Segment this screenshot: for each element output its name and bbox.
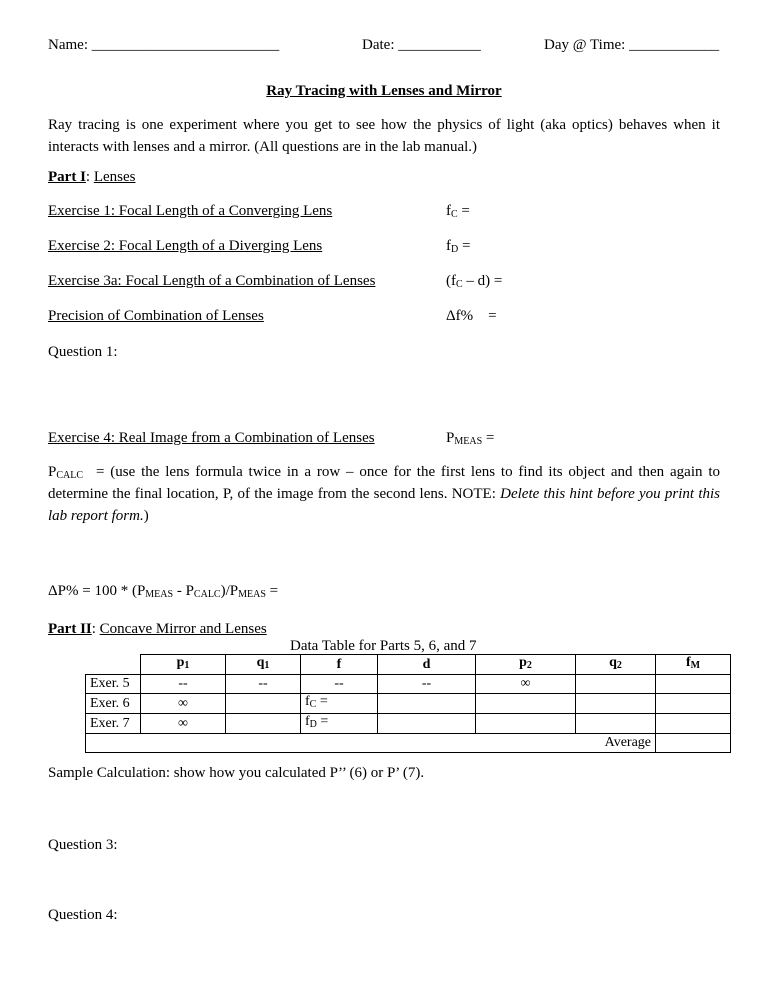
cell-p1: ∞ <box>141 714 226 734</box>
row-label: Exer. 7 <box>86 714 141 734</box>
exercise3a-label: Exercise 3a: Focal Length of a Combination of Lenses <box>48 273 376 289</box>
name-field-label: Name: _________________________ <box>48 37 280 53</box>
header-q1: $q_1$ <box>226 655 301 675</box>
part1-title: Lenses <box>93 169 136 185</box>
day-time-field-label: Day @ Time: ____________ <box>544 37 720 53</box>
exercise1-label: Exercise 1: Focal Length of a Converging Lens <box>48 203 333 219</box>
cell-f: $f_C$ = <box>301 694 378 714</box>
delta-f-field: Δf% = <box>446 308 497 324</box>
intro-paragraph: Ray tracing is one experiment where you get to see how the physics of light (aka optics) behaves when it interacts with lenses and a mirror. (All questions are in the lab manual.) <box>48 117 720 155</box>
cell-q2 <box>576 675 656 694</box>
data-table <box>85 654 731 753</box>
question3-label: Question 3: <box>48 837 118 853</box>
fc-minus-d-field: $(f_C - d)$ = <box>446 273 503 290</box>
cell-p2: ∞ <box>476 675 576 694</box>
cell-d <box>378 714 476 734</box>
precision-label: Precision of Combination of Lenses <box>48 308 264 324</box>
pcalc-hint: = (use the lens formula twice in a row – once for the first lens to find its object and then again to determine the final location, P, of the image from the second lens. NOTE: Delete this hint before you print this lab report form.) <box>48 464 720 524</box>
table-caption: Data Table for Parts 5, 6, and 7 <box>290 638 477 654</box>
row-label: Exer. 5 <box>86 675 141 694</box>
date-field-label: Date: ___________ <box>362 37 481 53</box>
cell-q1: -- <box>226 675 301 694</box>
part2-title: Concave Mirror and Lenses <box>99 621 267 637</box>
fd-field: $f_D$ = <box>446 238 471 255</box>
cell-q1 <box>226 694 301 714</box>
part2-label: Part II <box>48 621 92 637</box>
exercise2-label: Exercise 2: Focal Length of a Diverging Lens <box>48 238 323 254</box>
question1-label: Question 1: <box>48 344 118 360</box>
cell-fm <box>656 714 731 734</box>
cell-d <box>378 694 476 714</box>
header-fm: $f_M$ <box>656 655 731 675</box>
question4-label: Question 4: <box>48 907 118 923</box>
part1-label: Part I <box>48 169 86 185</box>
table-row <box>86 714 731 734</box>
header-blank <box>86 655 141 675</box>
cell-q1 <box>226 714 301 734</box>
part1-heading: Part I: Lenses <box>48 169 136 185</box>
cell-p1: -- <box>141 675 226 694</box>
cell-f: -- <box>301 675 378 694</box>
header-f: f <box>301 655 378 675</box>
cell-p2 <box>476 694 576 714</box>
table-row <box>86 675 731 694</box>
average-row <box>86 734 731 753</box>
cell-p2 <box>476 714 576 734</box>
cell-p1: ∞ <box>141 694 226 714</box>
average-label: Average <box>86 734 656 753</box>
cell-q2 <box>576 714 656 734</box>
header-p2: $p_2$ <box>476 655 576 675</box>
header-p1: $p_1$ <box>141 655 226 675</box>
exercise4-label: Exercise 4: Real Image from a Combination of Lenses <box>48 430 375 446</box>
cell-fm <box>656 694 731 714</box>
table-header-row <box>86 655 731 675</box>
row-label: Exer. 6 <box>86 694 141 714</box>
pcalc-label: $P_{CALC}$ <box>48 464 84 481</box>
cell-q2 <box>576 694 656 714</box>
pmeas-field: $P_{MEAS}$ = <box>446 430 495 447</box>
header-q2: $q_2$ <box>576 655 656 675</box>
part2-heading: Part II: Concave Mirror and Lenses <box>48 621 267 637</box>
page-title: Ray Tracing with Lenses and Mirror <box>266 83 502 99</box>
cell-d: -- <box>378 675 476 694</box>
delta-p-formula: $\Delta P\% = 100 * (P_{MEAS} - P_{CALC})/P_{MEAS}$ = <box>48 583 279 600</box>
fc-field: $f_C$ = <box>446 203 470 220</box>
cell-f: $f_D$ = <box>301 714 378 734</box>
sample-calculation-label: Sample Calculation: show how you calculated P’’ (6) or P’ (7). <box>48 765 425 781</box>
average-cell <box>656 734 731 753</box>
header-d: d <box>378 655 476 675</box>
cell-fm <box>656 675 731 694</box>
table-row <box>86 694 731 714</box>
